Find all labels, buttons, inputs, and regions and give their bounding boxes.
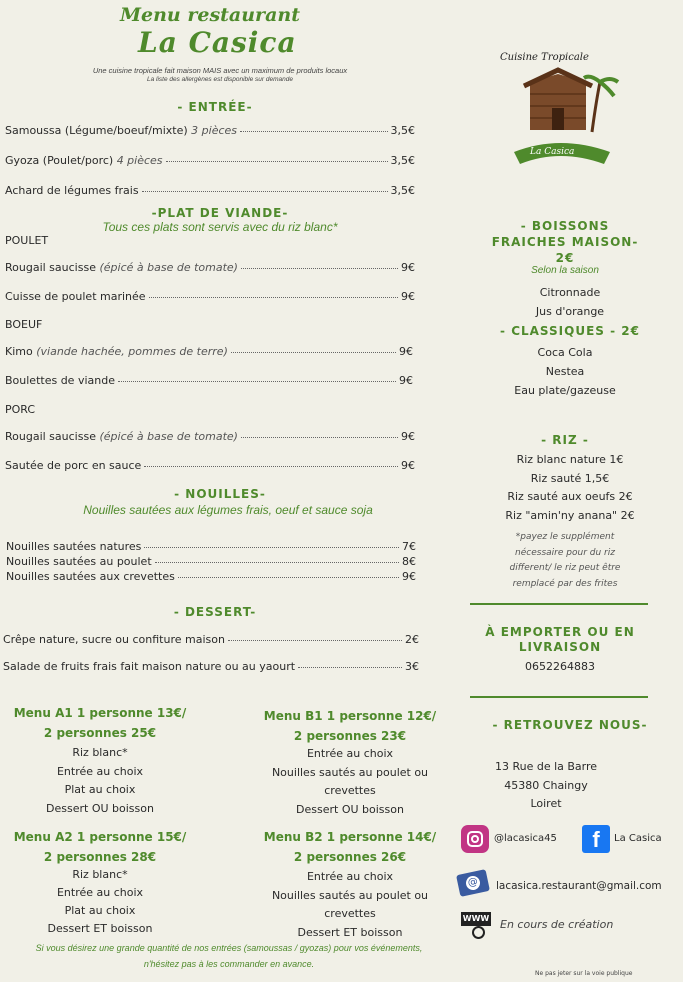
email-address[interactable]: lacasica.restaurant@gmail.com <box>496 880 662 892</box>
nouilles-title: - NOUILLES- <box>174 487 266 501</box>
item-name: Boulettes de viande <box>5 374 115 387</box>
entree-item <box>5 154 415 184</box>
item-price: 3,5€ <box>390 154 415 167</box>
menu-line: Nouilles sautés au poulet ou <box>271 765 429 779</box>
menu-heading-2: 2 personnes 23€ <box>293 729 407 743</box>
facebook-name[interactable]: La Casica <box>614 833 662 844</box>
menu-heading-2: 2 personnes 25€ <box>43 726 157 740</box>
item-note: 3 pièces <box>191 124 238 137</box>
item-price: 9€ <box>401 459 415 472</box>
menu-line: Entrée au choix <box>56 886 144 899</box>
list-item: Riz sauté 1,5€ <box>530 471 610 485</box>
item-name: Rougail saucisse <box>5 430 96 443</box>
note-line: different/ le riz peut être <box>509 563 621 573</box>
dessert-list <box>3 633 419 687</box>
footer-notice: Ne pas jeter sur la voie publique <box>535 970 633 977</box>
item-name: Salade de fruits frais fait maison nature ou au yaourt <box>3 660 296 673</box>
item-name: Gyoza (Poulet/porc) <box>5 154 114 167</box>
entree-item <box>5 124 415 154</box>
menu-item <box>6 555 416 570</box>
menu-line: Entrée au choix <box>306 870 394 883</box>
menu-b1 <box>255 709 445 819</box>
menu-item <box>5 261 415 290</box>
riz-title: - RIZ - <box>541 433 589 447</box>
menu-heading-2: 2 personnes 26€ <box>293 850 407 864</box>
item-price: 9€ <box>399 345 413 358</box>
item-name: Samoussa (Légume/boeuf/mixte) <box>5 124 188 137</box>
item-note: (épicé à base de tomate) <box>99 430 238 443</box>
item-price: 8€ <box>402 555 416 568</box>
boissons-price: 2€ <box>555 251 575 265</box>
menu-line: Plat au choix <box>64 783 136 796</box>
item-price: 3,5€ <box>390 124 415 137</box>
boeuf-list <box>5 345 413 403</box>
address-line: 13 Rue de la Barre <box>494 760 598 773</box>
list-item: Riz blanc nature 1€ <box>516 453 624 466</box>
menu-line: crevettes <box>324 907 376 920</box>
item-price: 9€ <box>401 430 415 443</box>
item-price: 7€ <box>402 540 416 553</box>
footer-line-2: n'hésitez pas à les commander en avance. <box>143 959 315 969</box>
menu-line: Dessert ET boisson <box>47 922 153 935</box>
divider <box>470 696 648 698</box>
title-big: La Casica <box>138 26 297 59</box>
item-name: Cuisse de poulet marinée <box>5 290 146 303</box>
allergens-note: La liste des allergènes est disponible sur demande <box>147 76 293 83</box>
boissons-title: - BOISSONS <box>520 219 610 233</box>
item-price: 2€ <box>405 633 419 646</box>
logo-arc-text: Cuisine Tropicale <box>500 52 589 63</box>
category-boeuf: BOEUF <box>5 318 43 331</box>
menu-item <box>6 540 416 555</box>
riz-note <box>460 530 670 592</box>
menu-b2 <box>255 830 445 942</box>
item-price: 3€ <box>405 660 419 673</box>
list-item: Nestea <box>545 365 585 378</box>
menu-line: Nouilles sautés au poulet ou <box>271 888 429 902</box>
porc-list <box>5 430 415 488</box>
menu-item <box>5 345 413 374</box>
footer-line-1: Si vous désirez une grande quantité de nos entrées (samoussas / gyozas) pour vos événements, <box>35 943 423 953</box>
entree-title: - ENTRÉE- <box>177 100 253 114</box>
menu-heading: Menu B1 1 personne 12€/ <box>263 709 437 723</box>
item-price: 9€ <box>399 374 413 387</box>
category-poulet: POULET <box>5 234 49 247</box>
boissons-note: Selon la saison <box>531 265 599 276</box>
nouilles-list <box>6 540 416 585</box>
entree-list <box>5 124 415 214</box>
list-item: Riz sauté aux oeufs 2€ <box>507 490 633 503</box>
boissons-list <box>460 283 680 321</box>
item-name: Crêpe nature, sucre ou confiture maison <box>3 633 225 646</box>
list-item: Jus d'orange <box>535 305 605 318</box>
note-line: nécessaire pour du riz <box>515 547 615 558</box>
menu-heading: Menu A2 1 personne 15€/ <box>13 830 187 844</box>
phone-number: 0652264883 <box>525 660 595 673</box>
menu-a1 <box>0 706 200 818</box>
instagram-icon <box>461 825 489 853</box>
item-name: Nouilles sautées natures <box>6 540 142 553</box>
restaurant-logo <box>500 52 620 172</box>
menu-line: Riz blanc* <box>72 868 128 881</box>
email-icon: @ <box>456 869 490 897</box>
address-line: 45380 Chaingy <box>504 778 588 792</box>
list-item: Eau plate/gazeuse <box>514 384 616 397</box>
list-item: Coca Cola <box>537 346 593 359</box>
item-name: Nouilles sautées au poulet <box>6 555 152 568</box>
menu-item <box>3 633 419 660</box>
note-line: *payez le supplément <box>515 532 615 542</box>
tagline: Une cuisine tropicale fait maison MAIS avec un maximum de produits locaux <box>92 66 348 75</box>
poulet-list <box>5 261 415 319</box>
title-small: Menu restaurant <box>120 4 300 26</box>
menu-line: Entrée au choix <box>306 747 394 760</box>
facebook-icon: f <box>582 825 610 853</box>
classiques-list <box>460 343 670 400</box>
list-item: Citronnade <box>539 286 601 299</box>
menu-item <box>5 430 415 459</box>
note-line: remplacé par des frites <box>512 578 618 589</box>
menu-line: Plat au choix <box>64 904 136 917</box>
menu-item <box>3 660 419 687</box>
item-price: 3,5€ <box>390 184 415 197</box>
menu-line: Dessert ET boisson <box>297 925 403 939</box>
menu-line: Dessert OU boisson <box>46 801 154 815</box>
emporter-title-2: LIVRAISON <box>518 640 602 654</box>
classiques-title: - CLASSIQUES - 2€ <box>500 324 640 338</box>
menu-item <box>5 459 415 488</box>
menu-line: crevettes <box>324 784 376 797</box>
category-porc: PORC <box>5 403 36 416</box>
item-name: Rougail saucisse <box>5 261 96 274</box>
magnifier-icon <box>472 926 485 939</box>
menu-item <box>5 374 413 403</box>
menu-a2 <box>0 830 200 938</box>
menu-heading: Menu A1 1 personne 13€/ <box>13 706 187 720</box>
list-item: Riz "amin'ny anana" 2€ <box>505 508 635 522</box>
item-note: (viande hachée, pommes de terre) <box>36 345 228 358</box>
nouilles-subtitle: Nouilles sautées aux légumes frais, oeuf et sauce soja <box>83 503 373 517</box>
menu-line: Entrée au choix <box>56 764 144 778</box>
item-name: Sautée de porc en sauce <box>5 459 142 472</box>
menu-item <box>5 290 415 319</box>
boissons-title-2: FRAICHES MAISON- <box>491 235 639 249</box>
menu-heading-2: 2 personnes 28€ <box>43 850 157 864</box>
item-name: Nouilles sautées aux crevettes <box>6 570 175 583</box>
dessert-title: - DESSERT- <box>173 605 257 619</box>
riz-list <box>460 451 680 525</box>
item-name: Kimo <box>5 345 33 358</box>
menu-item <box>6 570 416 585</box>
address <box>460 758 632 814</box>
address-line: Loiret <box>530 797 562 810</box>
viande-title: -PLAT DE VIANDE- <box>151 206 289 220</box>
item-price: 9€ <box>401 261 415 274</box>
instagram-handle[interactable]: @lacasica45 <box>494 833 557 844</box>
menu-heading: Menu B2 1 personne 14€/ <box>263 830 437 844</box>
item-note: 4 pièces <box>116 154 163 167</box>
www-icon: WWW <box>461 912 491 926</box>
emporter-title: À EMPORTER OU EN <box>485 625 635 639</box>
item-note: (épicé à base de tomate) <box>99 261 238 274</box>
item-price: 9€ <box>402 570 416 583</box>
divider <box>470 603 648 605</box>
website-status: En cours de création <box>500 918 614 931</box>
item-name: Achard de légumes frais <box>5 184 139 197</box>
menu-line: Dessert OU boisson <box>296 802 404 816</box>
item-price: 9€ <box>401 290 415 303</box>
retrouvez-title: - RETROUVEZ NOUS- <box>492 718 648 732</box>
menu-line: Riz blanc* <box>72 746 128 759</box>
logo-banner-text: La Casica <box>530 147 575 157</box>
viande-subtitle: Tous ces plats sont servis avec du riz blanc* <box>102 220 338 234</box>
